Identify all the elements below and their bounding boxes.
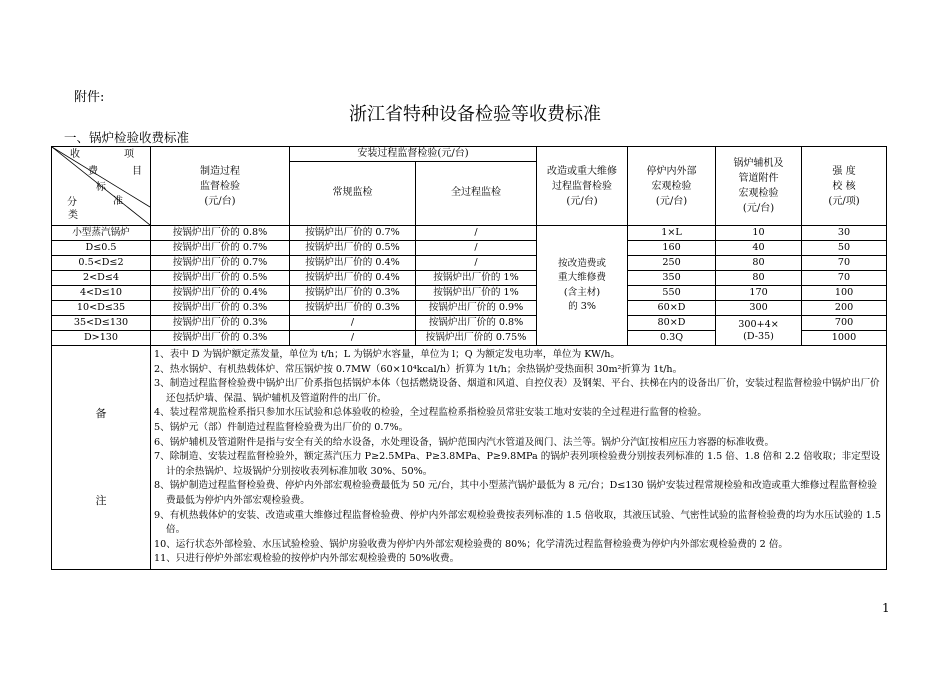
shutdown-fee-cell: 550 <box>628 286 716 301</box>
strength-fee-cell: 200 <box>802 301 887 316</box>
diag-label: 标 <box>96 182 106 193</box>
notes-content <box>151 346 887 570</box>
diag-label: 类 <box>68 210 78 221</box>
header-manufacturing: 制造过程 监督检验 (元/台) <box>151 147 290 226</box>
header-shutdown-inspection: 停炉内外部 宏观检验 (元/台) <box>628 147 716 226</box>
strength-fee-cell: 700 <box>802 316 887 331</box>
header-aux-inspection: 锅炉辅机及 管道附件 宏观检验 (元/台) <box>716 147 802 226</box>
strength-fee-cell: 70 <box>802 256 887 271</box>
regular-install-fee-cell: 按锅炉出厂价的 0.3% <box>290 286 416 301</box>
full-install-fee-cell: 按锅炉出厂价的 1% <box>416 286 537 301</box>
manufacturing-fee-cell: 按锅炉出厂价的 0.7% <box>151 256 290 271</box>
note-item: 9、有机热载体炉的安装、改造或重大维修过程监督检验费、停炉内外部宏观检验费按表列标准的 1.5 倍收取，其液压试验、气密性试验的监督检验费的均为水压试验的 1.5 倍。 <box>154 509 881 536</box>
regular-install-fee-cell: / <box>290 316 416 331</box>
table-row <box>52 301 887 316</box>
category-cell: 10<D≤35 <box>52 301 151 316</box>
note-item: 1、表中 D 为锅炉额定蒸发量，单位为 t/h；L 为锅炉水容量，单位为 l；Q 为额定发电功率，单位为 KW/h。 <box>154 349 620 360</box>
table-row <box>52 256 887 271</box>
category-cell: 0.5<D≤2 <box>52 256 151 271</box>
full-install-fee-cell: 按锅炉出厂价的 0.8% <box>416 316 537 331</box>
diag-label: 项 <box>124 149 134 160</box>
full-install-fee-cell: 按锅炉出厂价的 0.75% <box>416 331 537 346</box>
boiler-fee-table <box>51 146 887 570</box>
regular-install-fee-cell: 按锅炉出厂价的 0.4% <box>290 271 416 286</box>
full-install-fee-cell: / <box>416 226 537 241</box>
shutdown-fee-cell: 250 <box>628 256 716 271</box>
aux-fee-cell: 300 <box>716 301 802 316</box>
strength-fee-cell: 70 <box>802 271 887 286</box>
note-item: 4、装过程常规监检系指只参加水压试验和总体验收的检验，全过程监检系指检验员常驻安装工地对安装的全过程进行监督的检验。 <box>154 407 707 419</box>
diag-label: 准 <box>113 196 123 207</box>
manufacturing-fee-cell: 按锅炉出厂价的 0.3% <box>151 316 290 331</box>
notes-row <box>52 346 887 570</box>
strength-fee-cell: 50 <box>802 241 887 256</box>
header-install-regular: 常规监检 <box>290 162 416 226</box>
note-item: 10、运行状态外部检验、水压试验检验、锅炉房验收费为停炉内外部宏观检验费的 80%；化学清洗过程监督检验费为停炉内外部宏观检验费的 2 倍。 <box>154 538 789 550</box>
diagonal-header-cell <box>52 147 151 226</box>
aux-fee-cell: 40 <box>716 241 802 256</box>
notes-label: 备 注 <box>52 346 151 570</box>
shutdown-fee-cell: 0.3Q <box>628 331 716 346</box>
note-item: 6、锅炉辅机及管道附件是指与安全有关的给水设备，水处理设备，锅炉范围内汽水管道及阀门、法兰等。锅炉分汽缸按相应压力容器的标准收费。 <box>154 436 775 448</box>
shutdown-fee-cell: 350 <box>628 271 716 286</box>
aux-fee-cell: 80 <box>716 256 802 271</box>
full-install-fee-cell: 按锅炉出厂价的 0.9% <box>416 301 537 316</box>
manufacturing-fee-cell: 按锅炉出厂价的 0.3% <box>151 331 290 346</box>
regular-install-fee-cell: / <box>290 331 416 346</box>
aux-fee-cell: 170 <box>716 286 802 301</box>
document-title: 浙江省特种设备检验等收费标准 <box>349 104 601 125</box>
renovation-fee-cell: 按改造费或 重大维修费 (含主材) 的 3% <box>537 226 628 346</box>
full-install-fee-cell: 按锅炉出厂价的 1% <box>416 271 537 286</box>
diag-label: 目 <box>132 166 142 177</box>
page-number: 1 <box>882 601 890 615</box>
aux-fee-cell: 10 <box>716 226 802 241</box>
manufacturing-fee-cell: 按锅炉出厂价的 0.7% <box>151 241 290 256</box>
aux-fee-merged-cell: 300+4× (D-35) <box>716 316 802 346</box>
category-cell: 小型蒸汽锅炉 <box>52 226 151 241</box>
full-install-fee-cell: / <box>416 256 537 271</box>
regular-install-fee-cell: 按锅炉出厂价的 0.7% <box>290 226 416 241</box>
shutdown-fee-cell: 1×L <box>628 226 716 241</box>
full-install-fee-cell: / <box>416 241 537 256</box>
table-row <box>52 226 887 241</box>
table-row <box>52 316 887 331</box>
note-item: 11、只进行停炉外部宏观检验的按停炉内外部宏观检验费的 50%收费。 <box>154 553 460 565</box>
regular-install-fee-cell: 按锅炉出厂价的 0.5% <box>290 241 416 256</box>
note-item: 2、热水锅炉、有机热载体炉、常压锅炉按 0.7MW（60×10⁴kcal/h）折算为 1t/h；余热锅炉受热面积 30m²折算为 1t/h。 <box>154 363 683 375</box>
note-item: 8、锅炉制造过程监督检验费、停炉内外部宏观检验费最低为 50 元/台，其中小型蒸汽锅炉最低为 8 元/台；D≤130 锅炉安装过程常规检验和改造或重大维修过程监督检验费最低为停炉内外部宏观检验费。 <box>154 480 877 506</box>
manufacturing-fee-cell: 按锅炉出厂价的 0.3% <box>151 301 290 316</box>
shutdown-fee-cell: 160 <box>628 241 716 256</box>
category-cell: 2<D≤4 <box>52 271 151 286</box>
manufacturing-fee-cell: 按锅炉出厂价的 0.8% <box>151 226 290 241</box>
category-cell: 4<D≤10 <box>52 286 151 301</box>
shutdown-fee-cell: 80×D <box>628 316 716 331</box>
section-title: 一、锅炉检验收费标准 <box>64 130 190 145</box>
header-install-group: 安装过程监督检验(元/台) <box>290 147 537 162</box>
diag-label: 费 <box>88 166 98 177</box>
category-cell: D>130 <box>52 331 151 346</box>
note-item: 3、制造过程监督检验费中锅炉出厂价系指包括锅炉本体（包括燃烧设备、烟道和风道、自控仪表）及钢架、平台、扶梯在内的设备出厂价，安装过程监督检验中锅炉出厂价还包括炉墙、保温、锅炉辅机及管道附件的出厂价。 <box>154 378 880 404</box>
aux-fee-cell: 80 <box>716 271 802 286</box>
table-row <box>52 241 887 256</box>
regular-install-fee-cell: 按锅炉出厂价的 0.3% <box>290 301 416 316</box>
note-item: 7、除制造、安装过程监督检验外，额定蒸汽压力 P≥2.5MPa、P≥3.8MPa、P≥9.8MPa 的锅炉表列项检验费分别按表列标准的 1.5 倍、1.8 倍和 2.2 倍收取；非定型设计的余热锅炉、垃圾锅炉分别按收表列标准加收 30%、50%。 <box>154 451 881 477</box>
header-strength-check: 强 度 校 核 (元/项) <box>802 147 887 226</box>
table-row <box>52 271 887 286</box>
shutdown-fee-cell: 60×D <box>628 301 716 316</box>
diag-label: 收 <box>70 149 80 160</box>
strength-fee-cell: 100 <box>802 286 887 301</box>
strength-fee-cell: 30 <box>802 226 887 241</box>
header-renovation: 改造或重大维修 过程监督检验 (元/台) <box>537 147 628 226</box>
attachment-label: 附件: <box>74 90 105 105</box>
diag-label: 分 <box>67 197 77 208</box>
header-install-full: 全过程监检 <box>416 162 537 226</box>
note-item: 5、锅炉元（部）件制造过程监督检验费为出厂价的 0.7%。 <box>154 421 409 433</box>
manufacturing-fee-cell: 按锅炉出厂价的 0.5% <box>151 271 290 286</box>
strength-fee-cell: 1000 <box>802 331 887 346</box>
regular-install-fee-cell: 按锅炉出厂价的 0.4% <box>290 256 416 271</box>
manufacturing-fee-cell: 按锅炉出厂价的 0.4% <box>151 286 290 301</box>
table-row <box>52 286 887 301</box>
category-cell: D≤0.5 <box>52 241 151 256</box>
category-cell: 35<D≤130 <box>52 316 151 331</box>
